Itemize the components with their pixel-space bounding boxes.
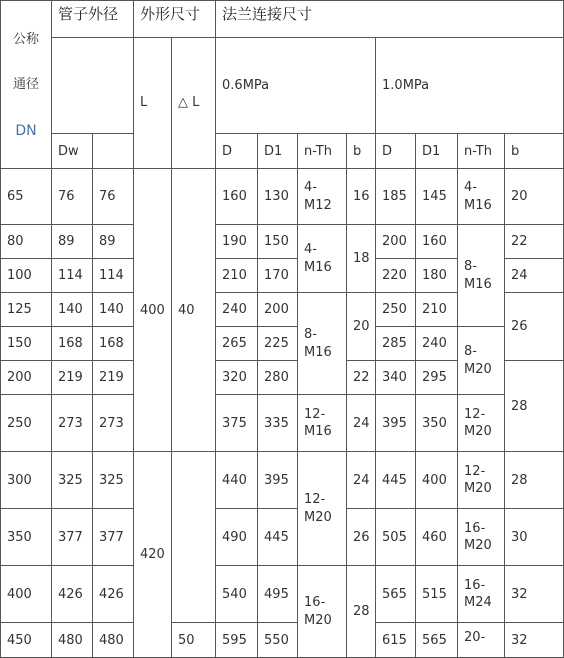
cell-nth: 16- M24 [458, 566, 505, 623]
cell-D1: 550 [258, 623, 298, 658]
table-row [1, 509, 564, 566]
cell-D1: 130 [258, 169, 298, 225]
cell-D1: 400 [416, 452, 458, 509]
header-D-06: D [216, 134, 258, 169]
cell-nth: 16- M20 [298, 566, 347, 658]
cell-b: 26 [347, 509, 376, 566]
cell-D: 340 [376, 361, 416, 395]
cell-D1: 515 [416, 566, 458, 623]
cell-D1: 495 [258, 566, 298, 623]
cell-dw: 480 [52, 623, 93, 658]
header-dn-line2: 通径 [12, 76, 39, 92]
cell-D1: 180 [416, 259, 458, 293]
cell-dn: 250 [1, 395, 52, 452]
header-delta-L: △ L [172, 38, 216, 169]
cell-D1: 350 [416, 395, 458, 452]
cell-nth: 12- M20 [298, 452, 347, 566]
cell-D: 250 [376, 293, 416, 327]
table-row [1, 327, 564, 361]
cell-dn: 350 [1, 509, 52, 566]
cell-dw: 168 [93, 327, 134, 361]
cell-dn: 80 [1, 225, 52, 259]
header-nth-10: n-Th [458, 134, 505, 169]
cell-dw: 426 [93, 566, 134, 623]
header-nth-06: n-Th [298, 134, 347, 169]
cell-dn: 125 [1, 293, 52, 327]
cell-b: 24 [505, 259, 564, 293]
header-dims: 外形尺寸 [134, 1, 216, 38]
cell-b: 22 [347, 361, 376, 395]
cell-b: 24 [347, 452, 376, 509]
cell-dw: 426 [52, 566, 93, 623]
cell-b: 20 [347, 293, 376, 361]
table-row [1, 395, 564, 452]
cell-b: 16 [347, 169, 376, 225]
cell-dw: 114 [52, 259, 93, 293]
cell-D: 220 [376, 259, 416, 293]
header-D-10: D [376, 134, 416, 169]
cell-D1: 150 [258, 225, 298, 259]
cell-dw: 168 [52, 327, 93, 361]
header-b-06: b [347, 134, 376, 169]
cell-D1: 145 [416, 169, 458, 225]
cell-nth: 8- M16 [458, 225, 505, 327]
cell-L: 400 [134, 169, 172, 452]
cell-D: 595 [216, 623, 258, 658]
cell-D: 490 [216, 509, 258, 566]
table-row [1, 169, 564, 225]
header-dw: Dw [52, 134, 93, 169]
cell-delta-L: 50 [172, 623, 216, 658]
cell-dn: 200 [1, 361, 52, 395]
cell-dw: 89 [52, 225, 93, 259]
header-D1-06: D1 [258, 134, 298, 169]
cell-dw: 219 [52, 361, 93, 395]
header-L: L [134, 38, 172, 169]
cell-dw: 76 [52, 169, 93, 225]
cell-dn: 450 [1, 623, 52, 658]
cell-dw: 325 [52, 452, 93, 509]
cell-D1: 445 [258, 509, 298, 566]
cell-dw: 325 [93, 452, 134, 509]
cell-D: 440 [216, 452, 258, 509]
header-flange: 法兰连接尺寸 [216, 1, 564, 38]
cell-D: 285 [376, 327, 416, 361]
cell-D1: 225 [258, 327, 298, 361]
cell-dw: 114 [93, 259, 134, 293]
cell-D1: 395 [258, 452, 298, 509]
cell-delta-L: 40 [172, 169, 216, 452]
cell-D: 320 [216, 361, 258, 395]
cell-D: 240 [216, 293, 258, 327]
cell-dn: 400 [1, 566, 52, 623]
header-pipe-od: 管子外径 [52, 1, 134, 38]
cell-D: 395 [376, 395, 416, 452]
cell-D1: 295 [416, 361, 458, 395]
cell-dw: 377 [93, 509, 134, 566]
cell-dw: 273 [93, 395, 134, 452]
cell-b: 18 [347, 225, 376, 293]
cell-nth: 4- M16 [458, 169, 505, 225]
header-pipe-od-blank [52, 38, 134, 134]
cell-b: 28 [505, 361, 564, 452]
cell-b: 24 [347, 395, 376, 452]
cell-dw: 273 [52, 395, 93, 452]
cell-D: 505 [376, 509, 416, 566]
cell-D: 565 [376, 566, 416, 623]
table-row [1, 452, 564, 509]
cell-D: 200 [376, 225, 416, 259]
cell-nth: 12- M20 [458, 452, 505, 509]
cell-dn: 65 [1, 169, 52, 225]
cell-dw: 140 [52, 293, 93, 327]
cell-D: 615 [376, 623, 416, 658]
cell-dn: 100 [1, 259, 52, 293]
header-dn-line1: 公称 [12, 31, 39, 47]
cell-nth: 4- M16 [298, 225, 347, 293]
cell-nth: 16- M20 [458, 509, 505, 566]
cell-b: 32 [505, 623, 564, 658]
cell-D1: 210 [416, 293, 458, 327]
cell-dn: 300 [1, 452, 52, 509]
cell-b: 28 [347, 566, 376, 658]
header-dn-line3: DN [15, 122, 37, 139]
cell-L: 420 [134, 452, 172, 658]
table-row [1, 623, 564, 658]
cell-dw: 480 [93, 623, 134, 658]
table-row [1, 566, 564, 623]
cell-D1: 170 [258, 259, 298, 293]
cell-D: 210 [216, 259, 258, 293]
cell-b: 32 [505, 566, 564, 623]
cell-dn: 150 [1, 327, 52, 361]
cell-D: 445 [376, 452, 416, 509]
header-dw-blank [93, 134, 134, 169]
cell-D1: 565 [416, 623, 458, 658]
cell-b: 22 [505, 225, 564, 259]
cell-dw: 219 [93, 361, 134, 395]
cell-D1: 280 [258, 361, 298, 395]
header-pressure-06: 0.6MPa [216, 38, 376, 134]
cell-nth: 12- M20 [458, 395, 505, 452]
cell-b: 20 [505, 169, 564, 225]
cell-D: 540 [216, 566, 258, 623]
cell-delta-L [172, 452, 216, 623]
table-row [1, 225, 564, 259]
header-D1-10: D1 [416, 134, 458, 169]
cell-D1: 160 [416, 225, 458, 259]
cell-D: 160 [216, 169, 258, 225]
cell-b: 28 [505, 452, 564, 509]
cell-nth: 12- M16 [298, 395, 347, 452]
cell-D1: 240 [416, 327, 458, 361]
header-pressure-10: 1.0MPa [376, 38, 564, 134]
cell-D: 375 [216, 395, 258, 452]
cell-nth: 20- [458, 623, 505, 658]
header-dn [1, 1, 52, 169]
cell-dw: 377 [52, 509, 93, 566]
cell-dw: 89 [93, 225, 134, 259]
cell-dw: 140 [93, 293, 134, 327]
cell-b: 30 [505, 509, 564, 566]
cell-D: 185 [376, 169, 416, 225]
cell-b: 26 [505, 293, 564, 361]
cell-nth: 8- M16 [298, 293, 347, 395]
cell-nth: 8- M20 [458, 327, 505, 395]
cell-dw: 76 [93, 169, 134, 225]
cell-nth: 4- M12 [298, 169, 347, 225]
cell-D: 265 [216, 327, 258, 361]
cell-D1: 335 [258, 395, 298, 452]
cell-D1: 460 [416, 509, 458, 566]
cell-D1: 200 [258, 293, 298, 327]
header-b-10: b [505, 134, 564, 169]
cell-D: 190 [216, 225, 258, 259]
